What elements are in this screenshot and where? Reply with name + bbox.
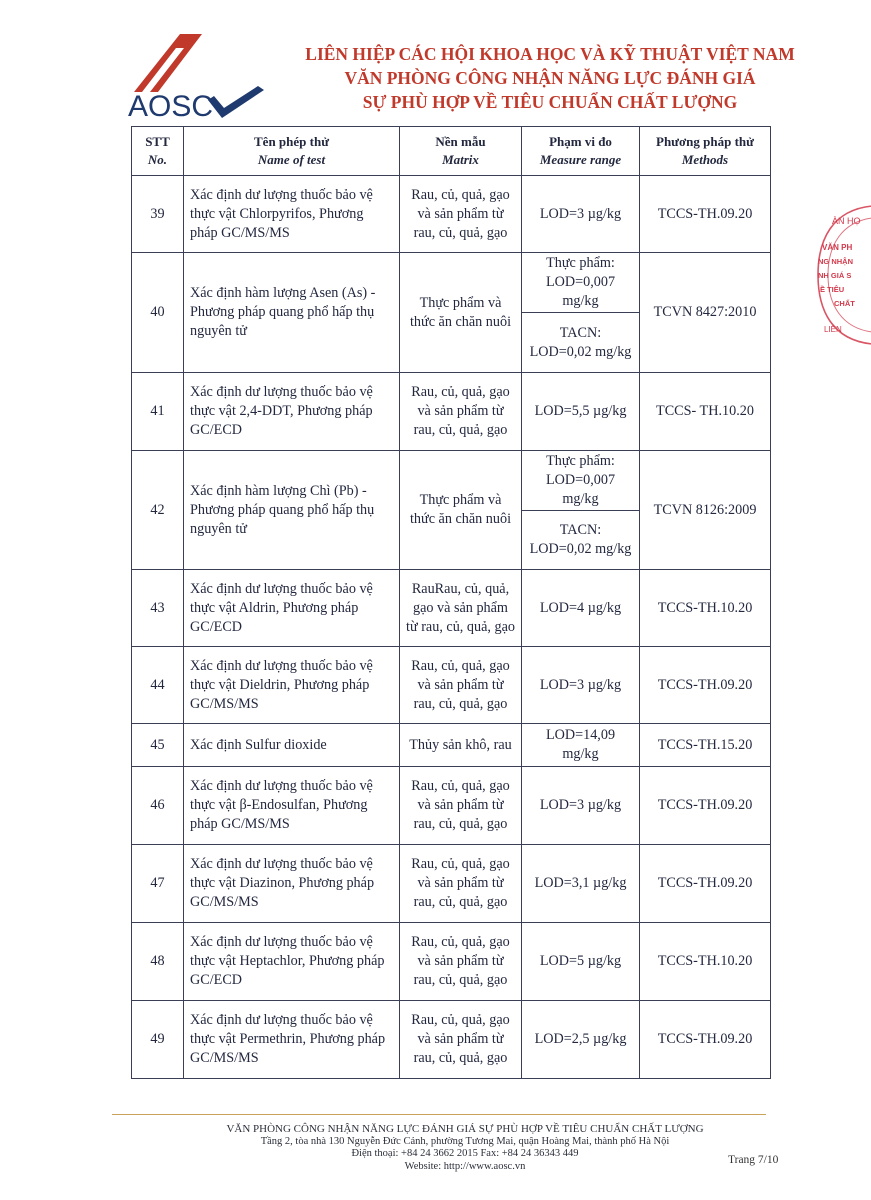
cell-test-name: Xác định dư lượng thuốc bảo vệ thực vật Aldrin, Phương pháp GC/ECD (184, 570, 400, 647)
cell-range: LOD=3 µg/kg (522, 767, 640, 845)
test-scope-table (131, 126, 771, 1079)
table-row (132, 176, 771, 253)
table-row (132, 724, 771, 767)
cell-no: 39 (132, 176, 184, 253)
cell-matrix: Rau, củ, quả, gạo và sản phẩm từ rau, củ, quả, gạo (400, 767, 522, 845)
cell-test-name: Xác định dư lượng thuốc bảo vệ thực vật Heptachlor, Phương pháp GC/ECD (184, 923, 400, 1001)
stamp-line: Ề TIÊU (820, 285, 845, 294)
cell-test-name: Xác định hàm lượng Asen (As) - Phương pháp quang phổ hấp thụ nguyên tử (184, 253, 400, 373)
cell-matrix: Thủy sản khô, rau (400, 724, 522, 767)
cell-test-name: Xác định dư lượng thuốc bảo vệ thực vật Diazinon, Phương pháp GC/MS/MS (184, 845, 400, 923)
cell-matrix: Rau, củ, quả, gạo và sản phẩm từ rau, củ, quả, gạo (400, 1001, 522, 1079)
cell-matrix: Rau, củ, quả, gạo và sản phẩm từ rau, củ, quả, gạo (400, 923, 522, 1001)
cell-range: LOD=3 µg/kg (522, 647, 640, 724)
cell-method: TCCS-TH.09.20 (640, 845, 771, 923)
cell-method: TCCS-TH.15.20 (640, 724, 771, 767)
cell-range: LOD=3 µg/kg (522, 176, 640, 253)
cell-no: 48 (132, 923, 184, 1001)
col-header-name: Tên phép thử Name of test (184, 127, 400, 176)
cell-test-name: Xác định Sulfur dioxide (184, 724, 400, 767)
cell-method: TCVN 8126:2009 (640, 451, 771, 570)
cell-test-name: Xác định dư lượng thuốc bảo vệ thực vật β-Endosulfan, Phương pháp GC/MS/MS (184, 767, 400, 845)
table-row (132, 647, 771, 724)
cell-no: 49 (132, 1001, 184, 1079)
cell-method: TCCS-TH.10.20 (640, 923, 771, 1001)
cell-no: 44 (132, 647, 184, 724)
cell-matrix: RauRau, củ, quả, gạo và sản phẩm từ rau, củ, quả, gạo (400, 570, 522, 647)
cell-matrix: Rau, củ, quả, gạo và sản phẩm từ rau, củ, quả, gạo (400, 845, 522, 923)
cell-test-name: Xác định dư lượng thuốc bảo vệ thực vật 2,4-DDT, Phương pháp GC/ECD (184, 373, 400, 451)
cell-range: LOD=5 µg/kg (522, 923, 640, 1001)
organization-header (290, 42, 810, 114)
footer-phone: Điện thoại: +84 24 3662 2015 Fax: +84 24 36343 449 (351, 1148, 579, 1159)
cell-range: Thực phẩm: LOD=0,007 mg/kg (522, 253, 640, 313)
footer-divider (112, 1114, 766, 1115)
cell-no: 42 (132, 451, 184, 570)
org-line-1: LIÊN HIỆP CÁC HỘI KHOA HỌC VÀ KỸ THUẬT VIỆT NAM (305, 44, 795, 64)
table-row (132, 373, 771, 451)
cell-range-secondary: TACN: LOD=0,02 mg/kg (522, 313, 640, 373)
footer-address: Tầng 2, tòa nhà 130 Nguyễn Đức Cảnh, phường Tương Mai, quận Hoàng Mai, thành phố Hà Nội (260, 1135, 670, 1147)
cell-matrix: Thực phẩm và thức ăn chăn nuôi (400, 451, 522, 570)
stamp-line: VĂN PH (822, 243, 853, 252)
cell-range: Thực phẩm: LOD=0,007 mg/kg (522, 451, 640, 511)
cell-matrix: Rau, củ, quả, gạo và sản phẩm từ rau, củ, quả, gạo (400, 373, 522, 451)
stamp-line: ÀN HỌ (832, 216, 861, 226)
table-row (132, 845, 771, 923)
cell-method: TCCS- TH.10.20 (640, 373, 771, 451)
stamp-line: LIÊN (824, 325, 842, 334)
table-row (132, 451, 771, 511)
cell-method: TCCS-TH.10.20 (640, 570, 771, 647)
cell-method: TCCS-TH.09.20 (640, 767, 771, 845)
table-row (132, 570, 771, 647)
table-row (132, 923, 771, 1001)
stamp-line: NH GIÁ S (818, 271, 852, 280)
footer-website: Website: http://www.aosc.vn (404, 1160, 526, 1172)
stamp-line: NG NHẬN (818, 257, 853, 266)
cell-no: 41 (132, 373, 184, 451)
org-line-3: SỰ PHÙ HỢP VỀ TIÊU CHUẨN CHẤT LƯỢNG (362, 92, 738, 112)
table-header-row (132, 127, 771, 176)
org-line-2: VĂN PHÒNG CÔNG NHẬN NĂNG LỰC ĐÁNH GIÁ (344, 68, 756, 88)
logo-swoosh-icon (208, 86, 264, 118)
cell-range: LOD=14,09 mg/kg (522, 724, 640, 767)
cell-no: 45 (132, 724, 184, 767)
cell-matrix: Rau, củ, quả, gạo và sản phẩm từ rau, củ, quả, gạo (400, 647, 522, 724)
table-row (132, 1001, 771, 1079)
cell-range: LOD=5,5 µg/kg (522, 373, 640, 451)
col-header-methods: Phương pháp thử Methods (640, 127, 771, 176)
footer-org: VĂN PHÒNG CÔNG NHẬN NĂNG LỰC ĐÁNH GIÁ SỰ PHÙ HỢP VỀ TIÊU CHUẨN CHẤT LƯỢNG (226, 1123, 704, 1135)
cell-matrix: Rau, củ, quả, gạo và sản phẩm từ rau, củ, quả, gạo (400, 176, 522, 253)
cell-no: 46 (132, 767, 184, 845)
cell-test-name: Xác định dư lượng thuốc bảo vệ thực vật Chlorpyrifos, Phương pháp GC/MS/MS (184, 176, 400, 253)
official-stamp (812, 200, 871, 350)
cell-test-name: Xác định hàm lượng Chì (Pb) - Phương pháp quang phổ hấp thụ nguyên tử (184, 451, 400, 570)
cell-range: LOD=2,5 µg/kg (522, 1001, 640, 1079)
col-header-range: Phạm vi đo Measure range (522, 127, 640, 176)
cell-test-name: Xác định dư lượng thuốc bảo vệ thực vật Dieldrin, Phương pháp GC/MS/MS (184, 647, 400, 724)
cell-matrix: Thực phẩm và thức ăn chăn nuôi (400, 253, 522, 373)
cell-range: LOD=4 µg/kg (522, 570, 640, 647)
footer (190, 1123, 740, 1173)
table-row (132, 767, 771, 845)
cell-range-secondary: TACN: LOD=0,02 mg/kg (522, 511, 640, 570)
cell-method: TCCS-TH.09.20 (640, 1001, 771, 1079)
logo-text: AOSC (128, 90, 214, 122)
table-row (132, 253, 771, 313)
aosc-logo (118, 30, 268, 122)
cell-no: 40 (132, 253, 184, 373)
cell-no: 43 (132, 570, 184, 647)
cell-method: TCVN 8427:2010 (640, 253, 771, 373)
cell-no: 47 (132, 845, 184, 923)
page-number: Trang 7/10 (728, 1154, 779, 1166)
cell-test-name: Xác định dư lượng thuốc bảo vệ thực vật Permethrin, Phương pháp GC/MS/MS (184, 1001, 400, 1079)
col-header-no: STT No. (132, 127, 184, 176)
col-header-matrix: Nền mẫu Matrix (400, 127, 522, 176)
logo-triangle-icon (134, 34, 202, 92)
cell-range: LOD=3,1 µg/kg (522, 845, 640, 923)
cell-method: TCCS-TH.09.20 (640, 176, 771, 253)
stamp-line: CHẤT (834, 299, 855, 308)
cell-method: TCCS-TH.09.20 (640, 647, 771, 724)
